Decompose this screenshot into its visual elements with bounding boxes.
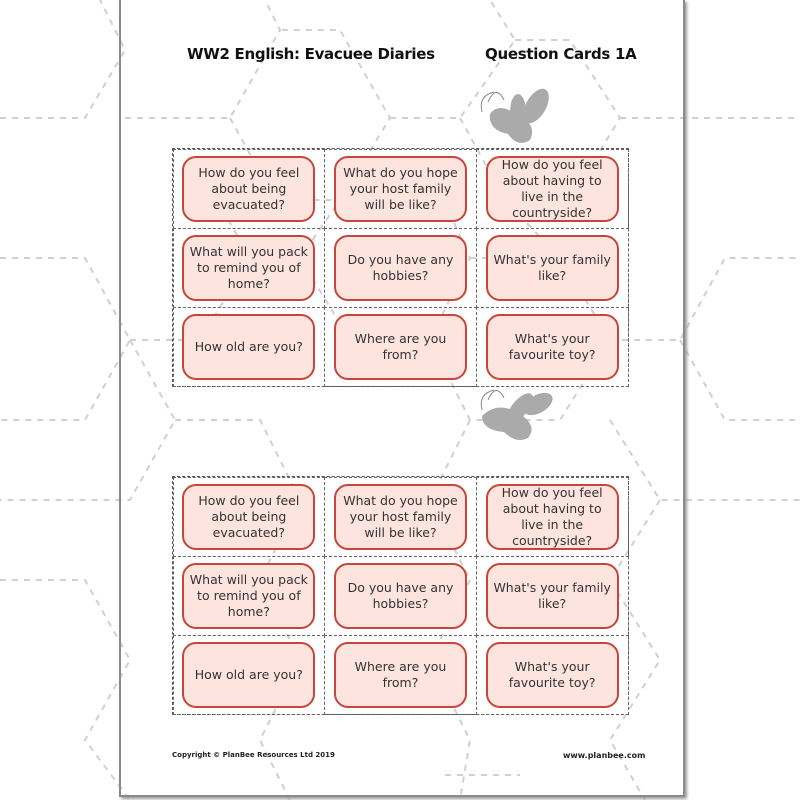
- question-card: Where are you from?: [334, 314, 467, 380]
- question-card: What will you pack to remind you of home?: [182, 563, 315, 629]
- question-card: How old are you?: [182, 314, 315, 380]
- question-card: How old are you?: [182, 642, 315, 708]
- question-card: How do you feel about having to live in the countryside?: [486, 484, 619, 550]
- bee-icon: [468, 380, 556, 446]
- question-card: How do you feel about being evacuated?: [182, 484, 315, 550]
- question-card: What do you hope your host family will be like?: [334, 484, 467, 550]
- website-link: www.planbee.com: [563, 751, 646, 760]
- question-card-sheet-2: [172, 476, 629, 715]
- worksheet-title: WW2 English: Evacuee Diaries: [187, 45, 435, 63]
- question-card: Where are you from?: [334, 642, 467, 708]
- question-card: What do you hope your host family will be like?: [334, 156, 467, 222]
- question-card: How do you feel about being evacuated?: [182, 156, 315, 222]
- question-card: What's your favourite toy?: [486, 314, 619, 380]
- question-card: Do you have any hobbies?: [334, 235, 467, 301]
- question-card: What's your favourite toy?: [486, 642, 619, 708]
- question-card: What's your family like?: [486, 235, 619, 301]
- question-card: Do you have any hobbies?: [334, 563, 467, 629]
- question-card: What will you pack to remind you of home?: [182, 235, 315, 301]
- question-card-sheet-1: [172, 148, 629, 387]
- question-card: What's your family like?: [486, 563, 619, 629]
- question-card: How do you feel about having to live in the countryside?: [486, 156, 619, 222]
- bee-icon: [468, 82, 556, 148]
- worksheet-subtitle: Question Cards 1A: [485, 45, 637, 63]
- copyright-text: Copyright © PlanBee Resources Ltd 2019: [172, 751, 335, 759]
